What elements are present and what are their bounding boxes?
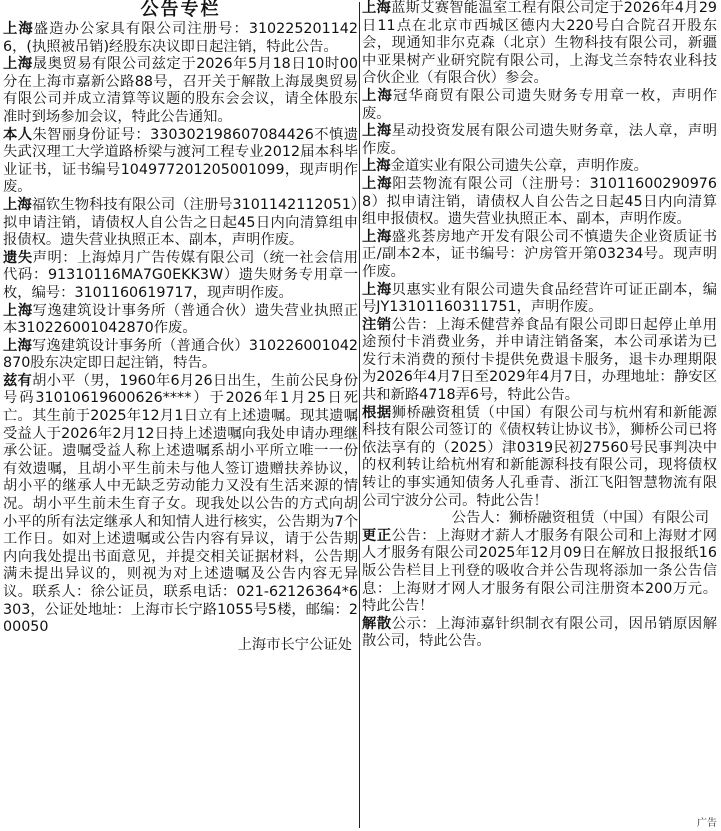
notice-head: 上海 — [3, 21, 34, 37]
right-notice-list-after — [362, 528, 717, 651]
left-notice-list — [3, 21, 358, 637]
left-column — [3, 0, 358, 831]
notice-body: 星动投资发展有限公司遗失财务章，法人章，声明作废。 — [362, 123, 717, 157]
notice-item — [362, 229, 717, 282]
notice-head: 上海 — [3, 196, 32, 213]
notice-head: 上海 — [3, 302, 33, 319]
notice-item — [362, 123, 717, 158]
column-divider — [359, 2, 360, 828]
notice-head: 上海 — [362, 158, 391, 175]
right-column — [362, 0, 717, 831]
notice-item — [362, 317, 717, 405]
notice-item — [3, 21, 358, 56]
notice-item — [362, 528, 717, 616]
notice-body: 金道实业有限公司遗失公章，声明作废。 — [390, 158, 648, 175]
notice-item — [362, 0, 717, 88]
notice-body: 盛兆荟房地产开发有限公司不慎遗失企业资质证书正/副本2本，证书编号：沪房管开第03234号。现声明作废。 — [362, 228, 717, 280]
notice-body: 盛造办公家具有限公司注册号：3102252011426，(执照被吊销)经股东决议即日起注销，特此公告。 — [3, 21, 358, 55]
notice-item — [3, 303, 358, 338]
notice-body: 写逸建筑设计事务所（普通合伙）310226001042870股东决定即日起注销，特告。 — [3, 337, 358, 372]
notice-body: 狮桥融资租赁（中国）有限公司与杭州宥和新能源科技有限公司签订的《债权转让协议书》，狮桥公司已将依法享有的（2025）津0319民初27560号民事判决中的权利转让给杭州宥和新能源科技有限公司，现将债权转让的事实通知债务人孔垂青、浙江飞阳智慧物流有限公司宁波分公司。特此公告！ — [362, 404, 717, 509]
notice-item — [3, 338, 358, 373]
notice-body: 蓝斯艾赛智能温室工程有限公司定于2026年4月29日11点在北京市西城区德内大220号白合院召开股东会，现通知非尔克森（北京）生物科技有限公司，新疆中亚果树产业研究院有限公司，上海戈兰奈特农业科技合伙企业（有限合伙）参会。 — [362, 0, 717, 87]
notice-head: 遗失 — [3, 249, 33, 266]
notice-body: 贝惠实业有限公司遗失食品经营许可证正副本，编号JY13101160311751，声明作废。 — [362, 281, 717, 316]
notice-head: 更正 — [362, 527, 392, 544]
notice-body: 胡小平（男，1960年6月26日出生，生前公民身份号码31010619600626****）于2026年1月25日死亡。其生前于2025年12月1日立有上述遗嘱。现其遗嘱受益人于2026年2月12日持上述遗嘱向我处申请办理继承公证。遗嘱受益人称上述遗嘱系胡小平所立唯一一份有效遗嘱，且胡小平生前未与他人签订遗赠扶养协议，胡小平的继承人中无缺乏劳动能力又没有生活来源的情况。胡小平生前未生育子女。现我处以公告的方式向胡小平的所有法定继承人和知情人进行核实，公告期为7个工作日。如对上述遗嘱或公告内容有异议，请于公告期内向我处提出书面意见，并提交相关证据材料，公告期满未提出异议的，则视为对上述遗嘱及公告内容无异议。联系人：徐公证员，联系电话：021-62126364*6303，公证处地址：上海市长宁路1055号5楼，邮编：200050 — [3, 372, 358, 636]
notice-body: 公告：上海禾健营养食品有限公司即日起停止单用途预付卡消费业务，并申请注销备案，本公司承诺为已发行未消费的预付卡提供免费退卡服务，退卡办理期限为2026年4月7日至2029年4月7日，办理地址：静安区共和新路4718弄6号，特此公告。 — [362, 316, 717, 404]
notice-body: 公告：上海财才薪人才服务有限公司和上海财才网人才服务有限公司2025年12月09日在解放日报报纸16版公告栏目上刊登的吸收合并公告现将添加一条公告信息：上海财才网人才服务有限公司注册资本200万元。特此公告！ — [362, 527, 717, 615]
left-signature: 上海市长宁公证处 — [237, 636, 352, 653]
notice-item — [3, 250, 358, 303]
notice-item — [3, 56, 358, 126]
notice-head: 上海 — [3, 56, 33, 73]
notice-head: 上海 — [362, 281, 392, 298]
notice-head: 上海 — [362, 175, 393, 192]
notice-head: 根据 — [362, 404, 392, 421]
notice-item — [362, 282, 717, 317]
notice-body: 冠华商贸有限公司遗失财务专用章一枚，声明作废。 — [362, 87, 717, 122]
notice-body: 晟奥贸易有限公司兹定于2026年5月18日10时00分在上海市嘉新公路88号，召开关于解散上海晟奥贸易有限公司并成立清算等议题的股东会会议，请全体股东准时到场参加会议，特此公告通知。 — [3, 56, 358, 125]
notice-item — [3, 373, 358, 637]
notice-head: 本人 — [3, 126, 33, 143]
notice-item — [362, 176, 717, 229]
notice-head: 上海 — [362, 87, 393, 104]
notice-head: 兹有 — [3, 372, 33, 389]
right-notice-list — [362, 0, 717, 510]
notice-body: 声明：上海焯月广告传媒有限公司（统一社会信用代码：91310116MA7G0EKK3W）遗失财务专用章一枚，编号：3101160619717，现声明作废。 — [3, 249, 358, 301]
notice-head: 上海 — [362, 123, 392, 140]
right-signature: 公告人：狮桥融资租赁（中国）有限公司 — [451, 510, 709, 527]
notice-body: 写逸建筑设计事务所（普通合伙）遗失营业执照正本310226001042870作废。 — [3, 302, 358, 337]
notice-head: 注销 — [362, 316, 392, 333]
notice-item — [362, 158, 717, 176]
notice-head: 上海 — [3, 337, 32, 354]
notice-item — [362, 616, 717, 651]
ad-label: 广告 — [697, 818, 717, 829]
notice-body: 福钦生物科技有限公司（注册号3101142112051）拟申请注销，请债权人自公告之日起45日内向清算组申报债权。遗失营业执照正本、副本，声明作废。 — [3, 196, 358, 249]
page-title: 公告专栏 — [140, 0, 221, 20]
notice-body: 朱智丽身份证号：330302198607084426不慎遗失武汉理工大学道路桥梁与渡河工程专业2012届本科毕业证书，证书编号104977201205001099，现声明作废。 — [3, 126, 358, 196]
notice-body: 公示：上海沛嘉针织制衣有限公司，因吊销原因解散公司，特此公告。 — [362, 615, 717, 650]
notice-item — [362, 88, 717, 123]
notice-head: 上海 — [362, 228, 392, 245]
notice-item — [3, 127, 358, 197]
notice-item — [3, 197, 358, 250]
notice-head: 解散 — [362, 615, 392, 632]
notice-head: 上海 — [362, 0, 392, 16]
notice-item — [362, 405, 717, 511]
notice-body: 阳芸物流有限公司（注册号：310116002909768）拟申请注销，请债权人自公告之日起45日内向清算组申报债权。遗失营业执照正本、副本，声明作废。 — [362, 175, 717, 228]
